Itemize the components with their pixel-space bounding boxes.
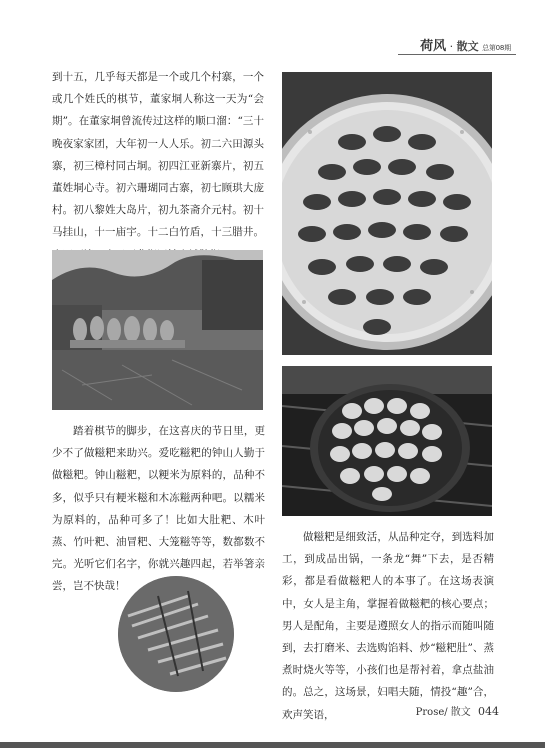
- issue-number: 总第08期: [482, 44, 511, 52]
- paragraph-ciba-varieties: 踏着棋节的脚步，在这喜庆的节日里，更少不了做糍粑来助兴。爱吃糍粑的钟山人勤于做糍粑。钟山糍粑，以粳米为原料的，品种不多，似乎只有粳米糍和木冻糍两种吧。以糯米为原料的，品种可多了！比如大肚粑、木叶蒸、竹叶粑、油冒粑、大笼糍等等，数都数不完。光听它们名字，你就兴趣四起，若举箸亲尝，岂不快哉！: [52, 425, 265, 593]
- header-dot: ·: [449, 40, 454, 53]
- header-divider: [398, 54, 516, 55]
- paragraph-making-ciba: 做糍粑是细致活，从品种定夺，到选料加工，到成品出锅，一条龙“舞”下去，是否精彩，都是看做糍粑人的本事了。在这场表演中，女人是主角，掌握着做糍粑的核心要点；男人是配角，主要是遵照女人的指示而随叫随到，去打磨米、去选购馅料、炒“糍粑肚”、蒸煮时烧火等等，小孩们也是帮衬着，拿点盐油的。总之，这场景，妇唱夫随，情投“趣”合，欢声笑语，: [282, 531, 494, 721]
- magazine-name: 荷风: [420, 39, 447, 54]
- photo-stone-shrine: [52, 250, 263, 410]
- photo-leaf-wrapped-ciba: [118, 576, 234, 692]
- footer-label: Prose/ 散文: [415, 707, 471, 718]
- photo-basket-ciba: [282, 366, 492, 516]
- section-name: 散文: [456, 40, 479, 53]
- scan-bottom-edge: [0, 742, 545, 748]
- page-number: 044: [478, 705, 499, 718]
- paragraph-festival-calendar: 到十五，几乎每天都是一个或几个村寨，一个或几个姓氏的棋节，董家垌人称这一天为“会期”。在董家垌曾流传过这样的顺口溜：“三十晚夜家家团，大年初一人人乐。初二六田源头寨，初三樟村同古垌。初四江亚新寨片，初五董姓垌心寺。初六珊瑚同古寨，初七顾珙大庞村。初八黎姓大岛片，初九茶斋介元村。初十马挂山，十一庙宇。十二白竹盾，十三腊井。: [52, 71, 264, 239]
- running-header: [420, 35, 511, 54]
- photo-steamer-ciba: [282, 72, 492, 355]
- page-footer: [416, 703, 499, 718]
